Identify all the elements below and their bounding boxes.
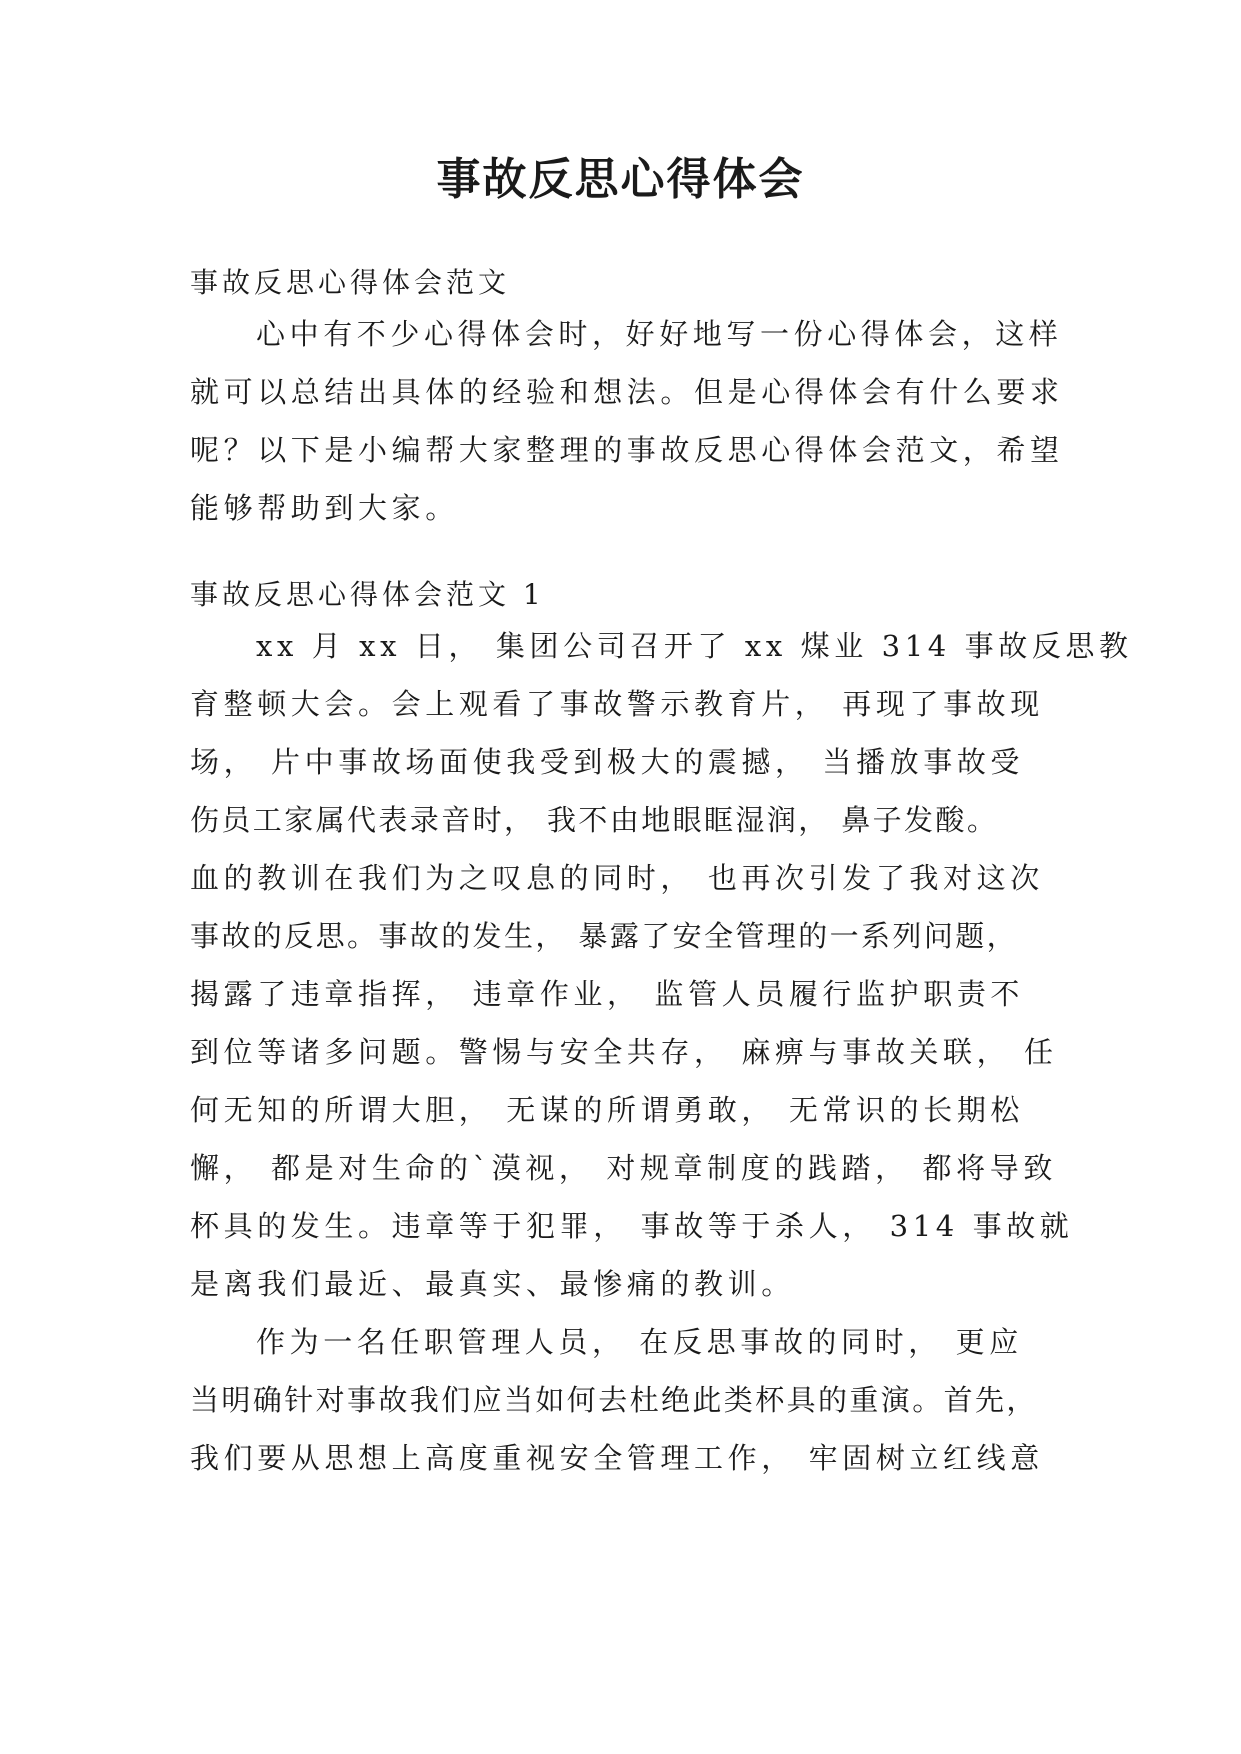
- paragraph-line: 我们要从思想上高度重视安全管理工作， 牢固树立红线意: [190, 1441, 1044, 1475]
- body-paragraph-2: [190, 1313, 1070, 1487]
- paragraph-line: 杯具的发生。违章等于犯罪， 事故等于杀人， 314 事故就: [190, 1209, 1074, 1243]
- paragraph-line: 揭露了违章指挥， 违章作业， 监管人员履行监护职责不: [190, 977, 1025, 1011]
- paragraph-line: 懈， 都是对生命的`漠视， 对规章制度的践踏， 都将导致: [190, 1151, 1057, 1185]
- paragraph-line: 事故的反思。事故的发生， 暴露了安全管理的一系列问题，: [190, 919, 1019, 953]
- paragraph-line: 到位等诸多问题。警惕与安全共存， 麻痹与事故关联， 任: [190, 1035, 1058, 1069]
- document-title: 事故反思心得体会: [436, 154, 805, 205]
- intro-line: 就可以总结出具体的经验和想法。但是心得体会有什么要求: [190, 375, 1064, 409]
- document-subtitle: 事故反思心得体会范文: [190, 266, 511, 299]
- intro-line: 能够帮助到大家。: [190, 491, 459, 525]
- paragraph-line: 作为一名任职管理人员， 在反思事故的同时， 更应: [256, 1325, 1023, 1359]
- paragraph-line: 是离我们最近、最真实、最惨痛的教训。: [190, 1267, 795, 1301]
- paragraph-line: 场， 片中事故场面使我受到极大的震撼， 当播放事故受: [190, 745, 1025, 779]
- paragraph-line: 伤员工家属代表录音时， 我不由地眼眶湿润， 鼻子发酸。: [190, 803, 999, 837]
- paragraph-line: 育整顿大会。会上观看了事故警示教育片， 再现了事故现: [190, 687, 1044, 721]
- intro-line: 呢？以下是小编帮大家整理的事故反思心得体会范文，希望: [190, 433, 1064, 467]
- paragraph-line: 何无知的所谓大胆， 无谋的所谓勇敢， 无常识的长期松: [190, 1093, 1025, 1127]
- intro-paragraph: [190, 305, 1070, 537]
- intro-line: 心中有不少心得体会时，好好地写一份心得体会，这样: [256, 317, 1063, 351]
- paragraph-line: 当明确针对事故我们应当如何去杜绝此类杯具的重演。首先，: [190, 1383, 1038, 1417]
- paragraph-line: xx 月 xx 日， 集团公司召开了 xx 煤业 314 事故反思教: [256, 629, 1133, 663]
- body-paragraph-1: [190, 617, 1133, 1313]
- section-heading: 事故反思心得体会范文 1: [190, 578, 545, 611]
- paragraph-line: 血的教训在我们为之叹息的同时， 也再次引发了我对这次: [190, 861, 1044, 895]
